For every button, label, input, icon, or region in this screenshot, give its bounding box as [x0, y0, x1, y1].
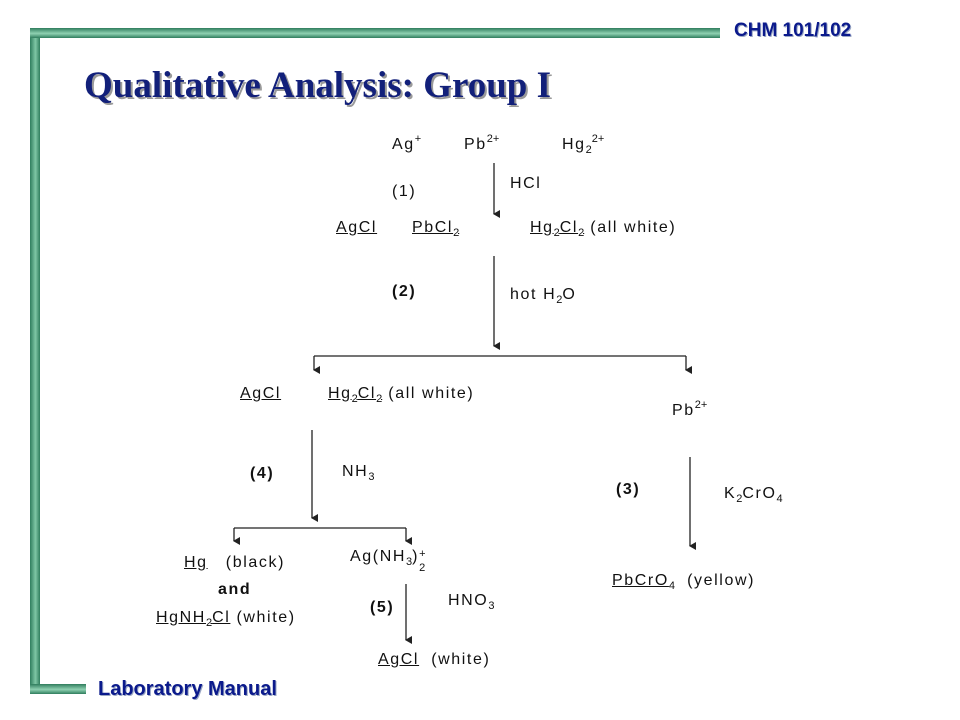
step3-label: (3)	[616, 481, 641, 498]
row3-pbcro4: PbCrO$_4$ (yellow)	[612, 572, 756, 592]
row3-hgnh2cl: HgNH$_2$Cl (white)	[156, 609, 296, 629]
row2-hg2cl2: $Hg_2Cl_2$ (all white)	[328, 385, 475, 405]
step4-reagent: $NH_3$	[342, 463, 375, 483]
ion-silver: Ag+	[392, 133, 422, 153]
row3-silver-complex: $Ag(NH_3)$ 2 +	[350, 548, 426, 574]
step5-reagent: $HNO_3$	[448, 592, 495, 612]
row2-agcl: AgCl	[240, 385, 282, 402]
course-code: CHM 101/102	[734, 20, 852, 41]
slide-title: Qualitative Analysis: Group I	[84, 65, 552, 106]
row4-agcl: AgCl (white)	[378, 651, 491, 668]
step1-label: (1)	[392, 183, 417, 200]
row1-agcl: AgCl	[336, 219, 378, 236]
ion-mercurous: $Hg_2^{2+}$	[562, 133, 605, 156]
step3-reagent: $K_2CrO_4$	[724, 485, 783, 505]
step4-label: (4)	[250, 465, 275, 482]
step2-reagent: hot $H_2O$	[510, 286, 577, 306]
row3-and: and	[218, 581, 252, 598]
step2-label: (2)	[392, 283, 417, 300]
ion-lead: $Pb^{2+}$	[464, 133, 500, 153]
step5-label: (5)	[370, 599, 395, 616]
row1-pbcl2: PbCl$_2$	[412, 219, 460, 239]
row2-lead-ion: $Pb^{2+}$	[672, 399, 708, 419]
row1-hg2cl2: $Hg_2Cl_2$ (all white)	[530, 219, 677, 239]
row3-mercury: Hg (black)	[184, 554, 286, 571]
step1-reagent: HCl	[510, 175, 542, 192]
footer-label: Laboratory Manual	[98, 678, 277, 700]
